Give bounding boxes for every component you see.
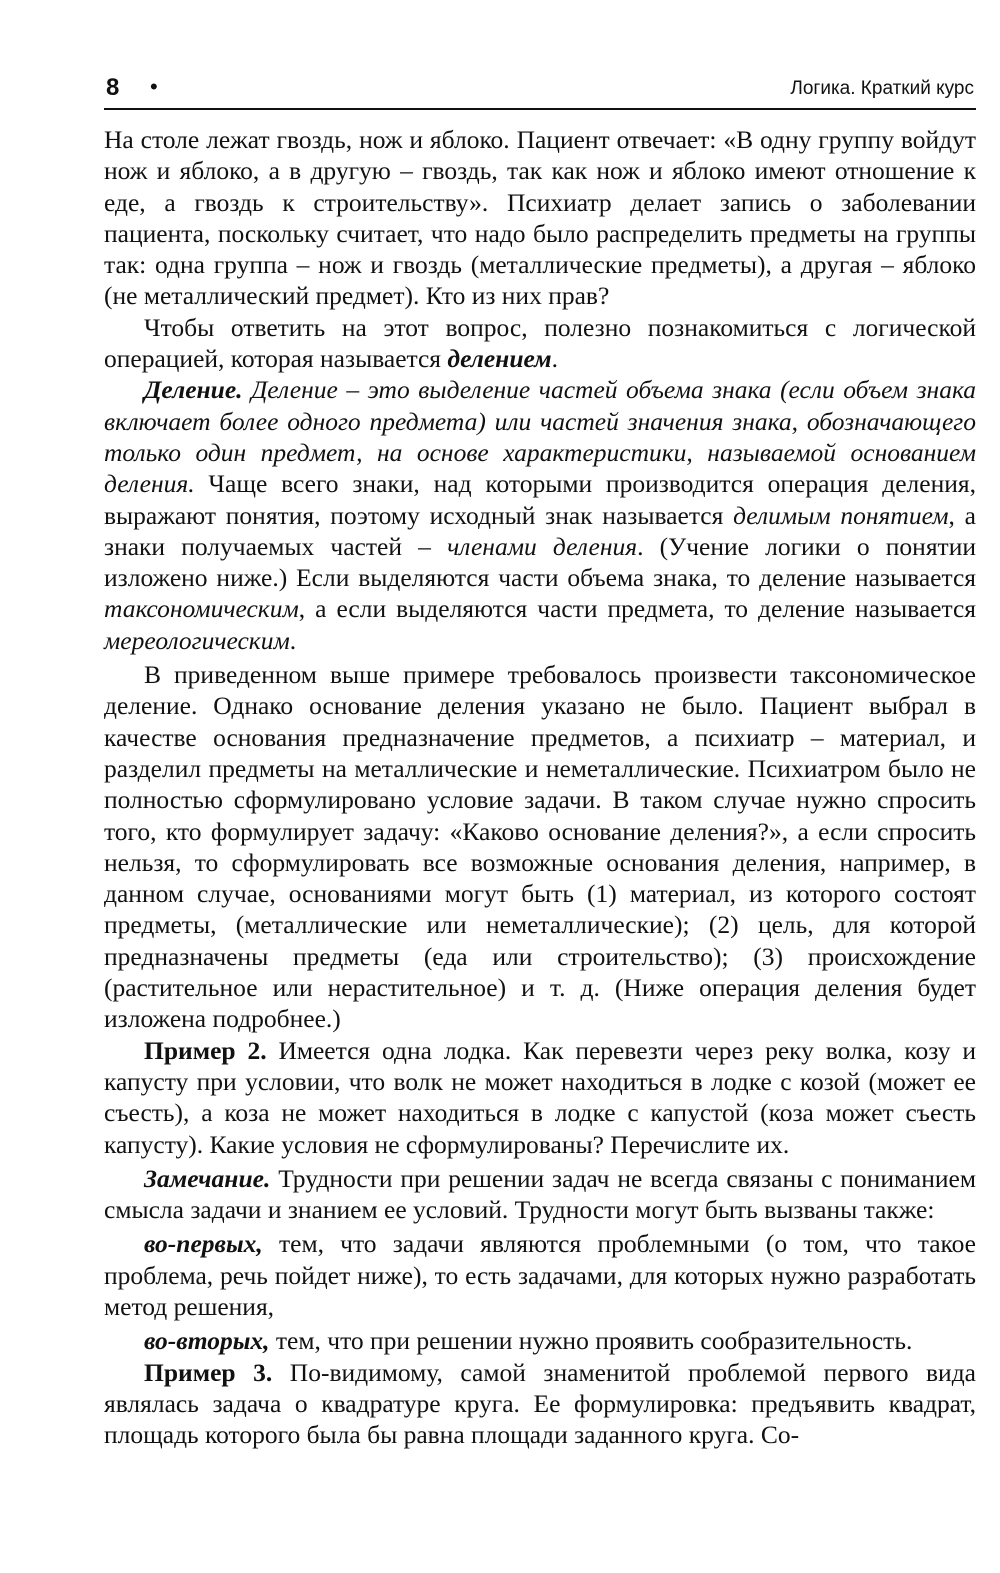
paragraph-intro-division: Чтобы ответить на этот вопрос, полезно познакомиться с логической операцией, которая называется делением. (104, 312, 976, 374)
paragraph-example-discussion: В приведенном выше примере требовалось произвести таксономическое деление. Однако основание деления указано не было. Пациент выбрал в качестве основания предназначение предметов, а психиатр – материал, и разделил предметы на металлические и неметаллические. Психиатром было не полностью сформулировано условие задачи. В таком случае нужно спросить того, кто формулирует задачу: «Каково основание деления?», а если спросить нельзя, то сформулировать все возможные основания деления, например, в данном случае, основаниями могут быть (1) материал, из которого состоят предметы, (металлические или неметаллические); (2) цель, для которой предназначены предметы (еда или строительство); (3) происхождение (растительное или нерастительное) и т. д. (Ниже операция деления будет изложена подробнее.) (104, 660, 976, 1034)
paragraph-remark: Замечание. Трудности при решении задач не всегда связаны с пониманием смысла задачи и знанием ее условий. Трудности могут быть вызваны также: (104, 1163, 976, 1225)
example-2-label: Пример 2. (144, 1035, 267, 1065)
example-3-label: Пример 3. (144, 1357, 273, 1387)
paragraph-definition: Деление. Деление – это выделение частей объема знака (если объем знака включает более одного предмета) или частей значения знака, обозначающего только один предмет, на основе характеристики, называемой основанием деления. Чаще всего знаки, над которыми производится операция деления, выражают понятия, поэтому исходный знак называется делимым понятием, а знаки получаемых частей – членами деления. (Учение логики о понятии изложено ниже.) Если выделяются части объема знака, то деление называется таксономическим, а если выделяются части предмета, то деление называется мереологическим. (104, 375, 976, 655)
firstly-label: во-первых, (144, 1229, 263, 1259)
term-division-members: членами деления (447, 531, 638, 561)
term-division: делением (447, 344, 552, 374)
header-bullet: • (150, 74, 158, 99)
definition-lead: Деление. (144, 375, 243, 405)
page-body (104, 124, 976, 1450)
page-number: 8 (106, 74, 120, 101)
remark-label: Замечание. (144, 1163, 271, 1193)
term-taxonomic: таксономическим (104, 594, 299, 624)
running-title: Логика. Краткий курс (790, 78, 974, 99)
secondly-label: во-вторых, (144, 1326, 270, 1356)
definition-text: Деление – это выделение частей объема знака (если объем знака включает более одного предмета) или частей значения знака, обозначающего только один предмет, на основе характеристики, называемой основанием деления. (104, 375, 976, 499)
paragraph-continuation: На столе лежат гвоздь, нож и яблоко. Пациент отвечает: «В одну группу войдут нож и яблоко, а в другую – гвоздь, так как нож и яблоко имеют отношение к еде, а гвоздь к строительству». Психиатр делает запись о заболевании пациента, поскольку считает, что надо было распределить предметы на группы так: одна группа – нож и гвоздь (металлические предметы), а другая – яблоко (не металлический предмет). Кто из них прав? (104, 125, 976, 311)
paragraph-example-3: Пример 3. По-видимому, самой знаменитой проблемой первого вида являлась задача о квадратуре круга. Ее формулировка: предъявить квадрат, площадь которого была бы равна площади заданного круга. Со- (104, 1357, 976, 1450)
term-mereological: мереологическим (104, 625, 290, 655)
page-header (104, 72, 976, 110)
paragraph-example-2: Пример 2. Имеется одна лодка. Как перевезти через реку волка, козу и капусту при условии, что волк не может находиться в лодке с козой (может ее съесть), а коза не может находиться в лодке с капустой (коза может съесть капусту). Какие условия не сформулированы? Перечислите их. (104, 1035, 976, 1159)
paragraph-firstly: во-первых, тем, что задачи являются проблемными (о том, что такое проблема, речь пойдет ниже), то есть задачами, для которых нужно разработать метод решения, (104, 1229, 976, 1321)
term-divisible-concept: делимым понятием (733, 500, 949, 530)
paragraph-secondly: во-вторых, тем, что при решении нужно проявить сообразительность. (144, 1326, 913, 1356)
